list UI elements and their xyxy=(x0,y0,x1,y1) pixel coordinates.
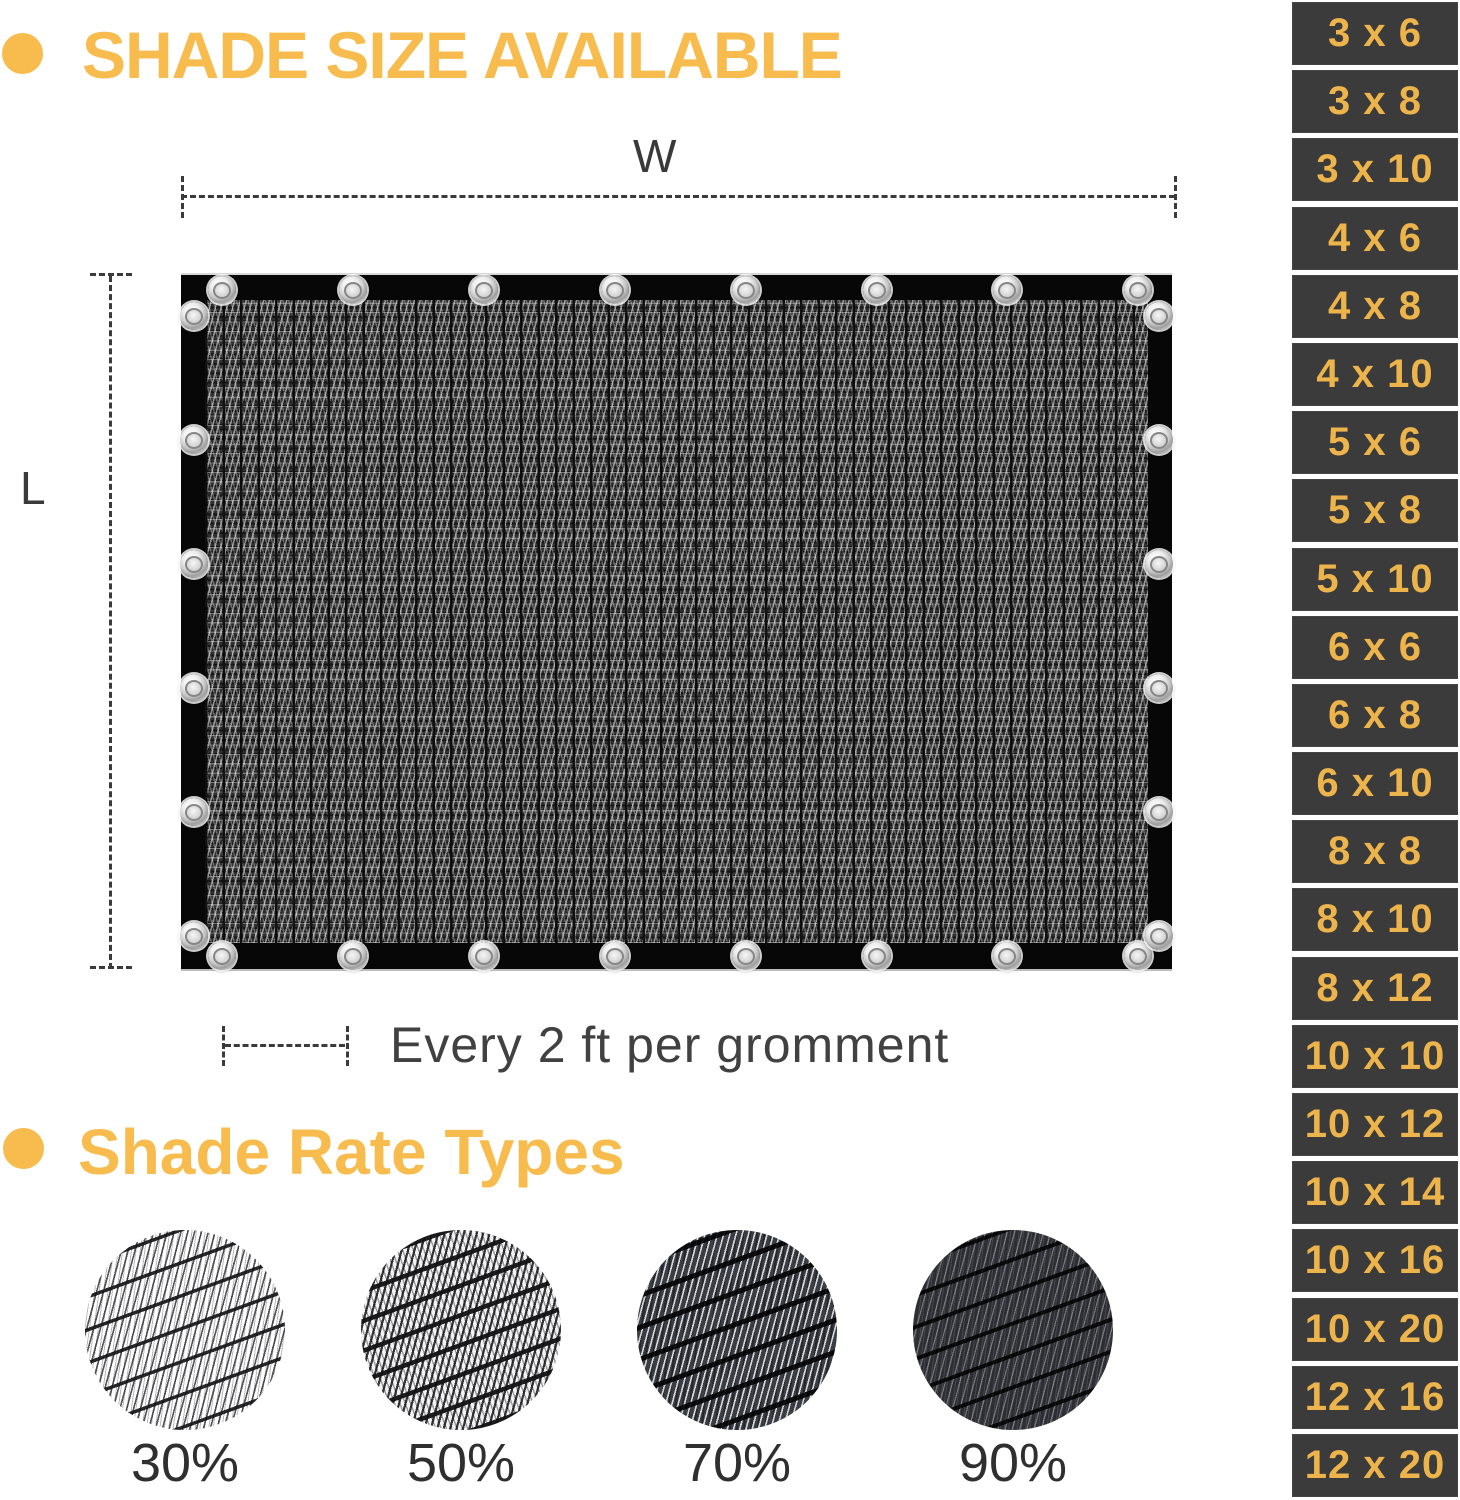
grommet-eyelet-icon xyxy=(1124,942,1152,970)
size-option: 5 x 6 xyxy=(1292,411,1458,474)
shade-rate-swatch-90 xyxy=(913,1230,1113,1430)
size-option: 12 x 16 xyxy=(1292,1366,1458,1429)
length-dimension-line xyxy=(109,276,112,969)
shade-rate-label: 90% xyxy=(958,1433,1068,1493)
size-option: 5 x 10 xyxy=(1292,548,1458,611)
grommet-eyelet-icon xyxy=(601,276,629,304)
grommet-eyelet-icon xyxy=(863,276,891,304)
size-option: 6 x 6 xyxy=(1292,616,1458,679)
grommet-eyelet-icon xyxy=(601,942,629,970)
size-options-list xyxy=(1292,2,1458,1497)
grommet-eyelet-icon xyxy=(180,674,208,702)
size-option: 4 x 10 xyxy=(1292,343,1458,406)
bullet-icon xyxy=(3,1128,44,1169)
shade-rate-label: 30% xyxy=(130,1433,240,1493)
grommet-eyelet-icon xyxy=(180,302,208,330)
size-option: 8 x 10 xyxy=(1292,888,1458,951)
size-option: 10 x 16 xyxy=(1292,1229,1458,1292)
bullet-icon xyxy=(2,33,43,74)
size-option: 3 x 10 xyxy=(1292,138,1458,201)
grommet-eyelet-icon xyxy=(339,276,367,304)
grommet-eyelet-icon xyxy=(732,942,760,970)
shade-rate-swatch-50 xyxy=(361,1230,561,1430)
size-option: 10 x 14 xyxy=(1292,1161,1458,1224)
grommet-eyelet-icon xyxy=(470,942,498,970)
grommet-spacing-line xyxy=(225,1044,345,1047)
shade-rate-section-title: Shade Rate Types xyxy=(78,1116,625,1188)
size-option: 12 x 20 xyxy=(1292,1434,1458,1497)
shade-rate-label: 70% xyxy=(682,1433,792,1493)
grommet-eyelet-icon xyxy=(993,942,1021,970)
grommet-eyelet-icon xyxy=(208,942,236,970)
width-dimension-line xyxy=(181,195,1175,198)
grommet-note: Every 2 ft per gromment xyxy=(390,1017,950,1073)
grommet-eyelet-icon xyxy=(180,426,208,454)
grommet-eyelet-icon xyxy=(180,550,208,578)
grommet-eyelet-icon xyxy=(180,798,208,826)
size-option: 10 x 20 xyxy=(1292,1298,1458,1361)
grommet-eyelet-icon xyxy=(732,276,760,304)
grommet-eyelet-icon xyxy=(208,276,236,304)
length-dimension-label: L xyxy=(20,462,46,514)
width-dimension-tick-left xyxy=(181,176,184,218)
width-dimension-tick-right xyxy=(1174,176,1177,218)
length-dimension-tick-bottom xyxy=(90,966,132,969)
size-option: 8 x 12 xyxy=(1292,957,1458,1020)
grommet-eyelet-icon xyxy=(1145,302,1173,330)
width-dimension-label: W xyxy=(633,130,677,182)
grommet-eyelet-icon xyxy=(1145,674,1173,702)
length-dimension-tick-top xyxy=(90,273,132,276)
size-option: 5 x 8 xyxy=(1292,479,1458,542)
size-option: 4 x 8 xyxy=(1292,275,1458,338)
size-option: 6 x 8 xyxy=(1292,684,1458,747)
grommet-eyelet-icon xyxy=(863,942,891,970)
grommet-eyelet-icon xyxy=(470,276,498,304)
size-section-title: SHADE SIZE AVAILABLE xyxy=(82,18,842,92)
grommet-eyelet-icon xyxy=(1145,798,1173,826)
size-option: 3 x 8 xyxy=(1292,70,1458,133)
shade-rate-label: 50% xyxy=(406,1433,516,1493)
grommet-eyelet-icon xyxy=(1145,922,1173,950)
grommet-spacing-tick-right xyxy=(346,1026,349,1066)
size-option: 10 x 12 xyxy=(1292,1093,1458,1156)
mesh-texture xyxy=(205,300,1148,943)
grommet-eyelet-icon xyxy=(1145,426,1173,454)
size-option: 3 x 6 xyxy=(1292,2,1458,65)
shade-cloth-illustration xyxy=(181,275,1172,969)
shade-rate-swatch-70 xyxy=(637,1230,837,1430)
shade-rate-swatch-30 xyxy=(85,1230,285,1430)
grommet-eyelet-icon xyxy=(339,942,367,970)
size-option: 10 x 10 xyxy=(1292,1025,1458,1088)
size-option: 6 x 10 xyxy=(1292,752,1458,815)
grommet-eyelet-icon xyxy=(180,922,208,950)
size-option: 4 x 6 xyxy=(1292,207,1458,270)
grommet-eyelet-icon xyxy=(1124,276,1152,304)
grommet-eyelet-icon xyxy=(1145,550,1173,578)
size-option: 8 x 8 xyxy=(1292,820,1458,883)
